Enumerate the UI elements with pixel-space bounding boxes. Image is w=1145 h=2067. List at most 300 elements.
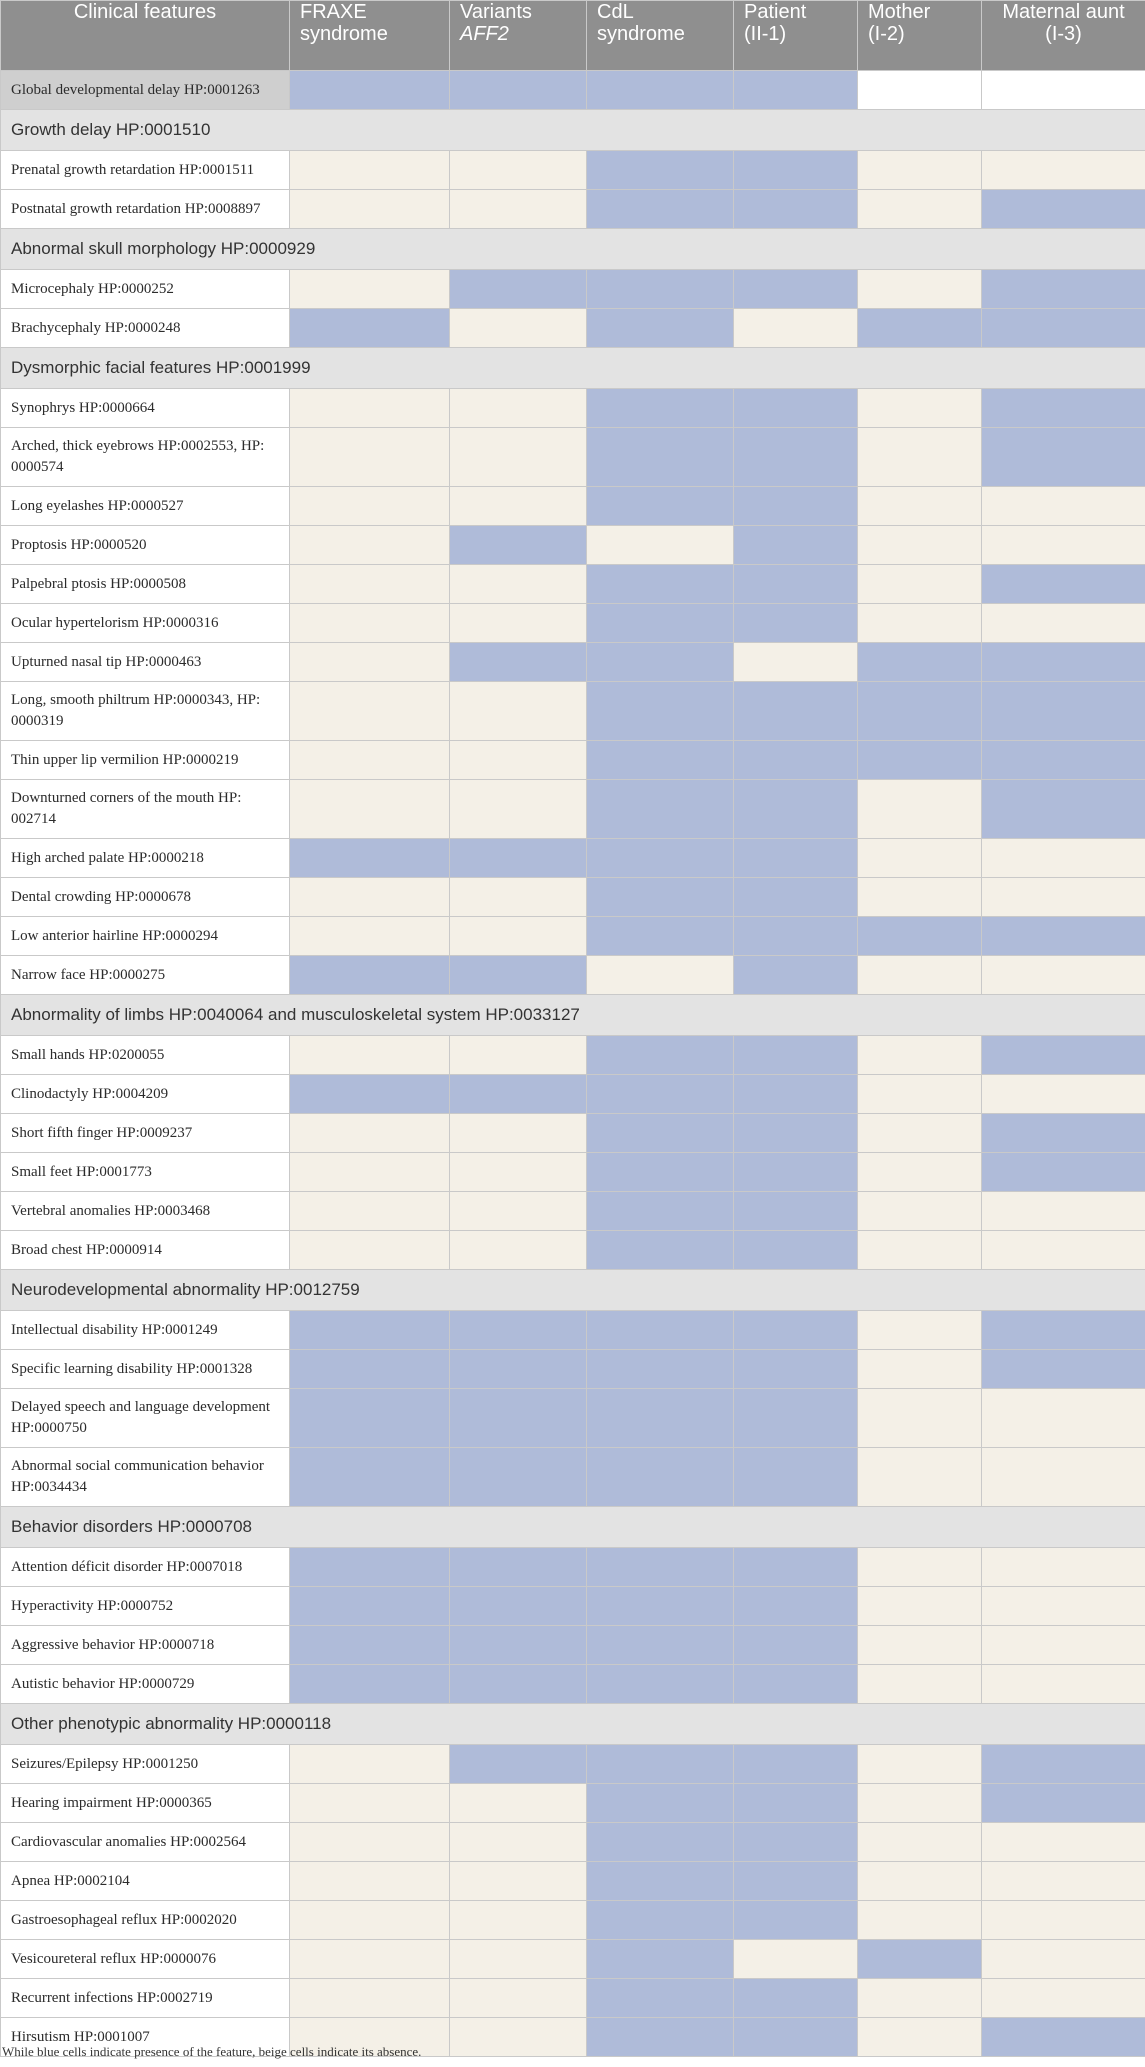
present-cell [290,1587,450,1626]
present-cell [587,839,734,878]
present-cell [587,1389,734,1448]
present-cell [982,1350,1145,1389]
feature-label: Downturned corners of the mouth HP: 002714 [1,780,290,839]
feature-label: Palpebral ptosis HP:0000508 [1,565,290,604]
absent-cell [982,604,1145,643]
present-cell [450,1587,587,1626]
absent-cell [982,1587,1145,1626]
present-cell [734,2018,858,2057]
absent-cell [858,1036,982,1075]
feature-label: Short fifth finger HP:0009237 [1,1114,290,1153]
absent-cell [858,1587,982,1626]
absent-cell [587,956,734,995]
present-cell [982,1311,1145,1350]
header-mother [858,1,982,71]
group-row [1,995,1145,1036]
present-cell [734,1745,858,1784]
feature-label: Small feet HP:0001773 [1,1153,290,1192]
absent-cell [450,682,587,741]
group-label: Abnormality of limbs HP:0040064 and musculoskeletal system HP:0033127 [1,995,1145,1036]
present-cell [587,1979,734,2018]
absent-cell [858,487,982,526]
present-cell [734,1823,858,1862]
group-label: Growth delay HP:0001510 [1,110,1145,151]
feature-label: Apnea HP:0002104 [1,1862,290,1901]
absent-cell [450,309,587,348]
absent-cell [858,1784,982,1823]
table-row [1,878,1145,917]
table-row [1,956,1145,995]
absent-cell [982,1823,1145,1862]
absent-cell [290,878,450,917]
absent-cell [982,1862,1145,1901]
present-cell [734,1389,858,1448]
present-cell [290,1448,450,1507]
present-cell [982,1114,1145,1153]
present-cell [734,1587,858,1626]
feature-label: Thin upper lip vermilion HP:0000219 [1,741,290,780]
present-cell [734,487,858,526]
absent-cell [450,1784,587,1823]
absent-cell [450,428,587,487]
present-cell [587,389,734,428]
absent-cell [290,1979,450,2018]
absent-cell [858,1389,982,1448]
table-row [1,682,1145,741]
feature-label: Aggressive behavior HP:0000718 [1,1626,290,1665]
present-cell [450,956,587,995]
present-cell [982,741,1145,780]
present-cell [734,604,858,643]
present-cell [734,1311,858,1350]
feature-label: Delayed speech and language development HP:0000750 [1,1389,290,1448]
absent-cell [290,270,450,309]
absent-cell [290,604,450,643]
absent-cell [982,1940,1145,1979]
present-cell [290,309,450,348]
absent-cell [982,1448,1145,1507]
present-cell [734,839,858,878]
present-cell [982,1153,1145,1192]
absent-cell [290,1036,450,1075]
present-cell [450,1626,587,1665]
present-cell [734,526,858,565]
present-cell [982,780,1145,839]
present-cell [587,1114,734,1153]
present-cell [587,1862,734,1901]
present-cell [734,428,858,487]
absent-cell [450,1901,587,1940]
absent-cell [982,878,1145,917]
present-cell [982,1745,1145,1784]
absent-cell [858,1901,982,1940]
absent-cell [450,389,587,428]
absent-cell [290,1940,450,1979]
present-cell [982,190,1145,229]
feature-label: Specific learning disability HP:0001328 [1,1350,290,1389]
blank-cell [982,71,1145,110]
present-cell [587,190,734,229]
table-row [1,565,1145,604]
group-label: Neurodevelopmental abnormality HP:0012759 [1,1270,1145,1311]
present-cell [734,682,858,741]
absent-cell [982,487,1145,526]
present-cell [587,428,734,487]
present-cell [734,1979,858,2018]
present-cell [734,151,858,190]
present-cell [734,1153,858,1192]
feature-label: Attention déficit disorder HP:0007018 [1,1548,290,1587]
table-row [1,1784,1145,1823]
present-cell [290,1350,450,1389]
absent-cell [858,428,982,487]
table-row [1,917,1145,956]
present-cell [587,1075,734,1114]
feature-label: Vertebral anomalies HP:0003468 [1,1192,290,1231]
group-label: Behavior disorders HP:0000708 [1,1507,1145,1548]
absent-cell [450,2018,587,2057]
absent-cell [450,1192,587,1231]
present-cell [290,1626,450,1665]
absent-cell [450,1231,587,1270]
absent-cell [734,1940,858,1979]
present-cell [587,71,734,110]
present-cell [587,270,734,309]
present-cell [450,1350,587,1389]
present-cell [587,878,734,917]
table-row [1,389,1145,428]
header-aunt-id: (I-3) [1045,23,1082,45]
absent-cell [858,604,982,643]
present-cell [858,682,982,741]
absent-cell [450,487,587,526]
present-cell [982,917,1145,956]
absent-cell [982,1901,1145,1940]
present-cell [858,309,982,348]
present-cell [450,1311,587,1350]
feature-label: Narrow face HP:0000275 [1,956,290,995]
table-row [1,1979,1145,2018]
table-row [1,1665,1145,1704]
header-variants-label: Variants [460,1,532,23]
feature-label: Global developmental delay HP:0001263 [1,71,290,110]
absent-cell [858,1114,982,1153]
absent-cell [450,190,587,229]
absent-cell [290,682,450,741]
absent-cell [450,1036,587,1075]
present-cell [587,487,734,526]
absent-cell [982,151,1145,190]
present-cell [982,1784,1145,1823]
absent-cell [982,526,1145,565]
present-cell [587,1192,734,1231]
table-row [1,526,1145,565]
table-row [1,1350,1145,1389]
absent-cell [450,1862,587,1901]
footnote: While blue cells indicate presence of the feature, beige cells indicate its absence. [2,2044,422,2059]
table-row [1,780,1145,839]
present-cell [587,1940,734,1979]
present-cell [450,526,587,565]
table-row [1,1901,1145,1940]
present-cell [587,1036,734,1075]
present-cell [734,1548,858,1587]
present-cell [450,839,587,878]
feature-label: Long eyelashes HP:0000527 [1,487,290,526]
absent-cell [858,1745,982,1784]
table-row [1,1114,1145,1153]
present-cell [734,1901,858,1940]
present-cell [734,1626,858,1665]
present-cell [982,2018,1145,2057]
present-cell [290,1311,450,1350]
present-cell [587,1745,734,1784]
present-cell [734,190,858,229]
table-row [1,1153,1145,1192]
feature-label: Intellectual disability HP:0001249 [1,1311,290,1350]
absent-cell [982,1075,1145,1114]
present-cell [734,1448,858,1507]
present-cell [290,1548,450,1587]
present-cell [450,1448,587,1507]
present-cell [587,1823,734,1862]
feature-label: Arched, thick eyebrows HP:0002553, HP: 0000574 [1,428,290,487]
absent-cell [858,1823,982,1862]
present-cell [450,643,587,682]
header-fraxe: FRAXE syndrome [290,1,450,71]
feature-label: Gastroesophageal reflux HP:0002020 [1,1901,290,1940]
absent-cell [450,1940,587,1979]
absent-cell [858,1153,982,1192]
present-cell [290,839,450,878]
absent-cell [290,780,450,839]
absent-cell [290,428,450,487]
absent-cell [982,839,1145,878]
table-row [1,1745,1145,1784]
feature-label: Autistic behavior HP:0000729 [1,1665,290,1704]
present-cell [982,389,1145,428]
feature-label: Dental crowding HP:0000678 [1,878,290,917]
group-label: Dysmorphic facial features HP:0001999 [1,348,1145,389]
table-row [1,71,1145,110]
absent-cell [982,956,1145,995]
table-row [1,1587,1145,1626]
present-cell [734,1784,858,1823]
present-cell [858,917,982,956]
header-patient [734,1,858,71]
absent-cell [858,839,982,878]
table-row [1,1075,1145,1114]
present-cell [734,565,858,604]
absent-cell [450,1153,587,1192]
feature-label: Microcephaly HP:0000252 [1,270,290,309]
present-cell [734,1665,858,1704]
present-cell [450,1665,587,1704]
absent-cell [450,565,587,604]
present-cell [587,1548,734,1587]
present-cell [982,565,1145,604]
present-cell [734,71,858,110]
present-cell [734,741,858,780]
absent-cell [858,1075,982,1114]
absent-cell [858,1311,982,1350]
present-cell [734,878,858,917]
table-row [1,1192,1145,1231]
absent-cell [858,956,982,995]
feature-label: Postnatal growth retardation HP:0008897 [1,190,290,229]
absent-cell [858,565,982,604]
absent-cell [734,309,858,348]
absent-cell [450,878,587,917]
table-row [1,428,1145,487]
present-cell [587,741,734,780]
present-cell [587,917,734,956]
present-cell [450,1075,587,1114]
feature-label: Abnormal social communication behavior HP:0034434 [1,1448,290,1507]
present-cell [982,643,1145,682]
present-cell [734,1192,858,1231]
header-patient-id: (II-1) [744,23,787,45]
feature-label: Clinodactyly HP:0004209 [1,1075,290,1114]
absent-cell [450,1823,587,1862]
table-row [1,1548,1145,1587]
blank-cell [858,71,982,110]
present-cell [982,309,1145,348]
header-clinical-features: Clinical features [1,1,290,71]
absent-cell [982,1665,1145,1704]
feature-label: Brachycephaly HP:0000248 [1,309,290,348]
present-cell [734,780,858,839]
absent-cell [450,741,587,780]
absent-cell [290,1192,450,1231]
present-cell [290,1075,450,1114]
present-cell [734,389,858,428]
present-cell [290,1389,450,1448]
absent-cell [982,1231,1145,1270]
absent-cell [982,1548,1145,1587]
header-variants [450,1,587,71]
table-row [1,1311,1145,1350]
absent-cell [858,1231,982,1270]
present-cell [450,270,587,309]
present-cell [587,1311,734,1350]
present-cell [734,1862,858,1901]
group-row [1,1507,1145,1548]
feature-label: Upturned nasal tip HP:0000463 [1,643,290,682]
absent-cell [450,1114,587,1153]
feature-label: Hyperactivity HP:0000752 [1,1587,290,1626]
absent-cell [587,526,734,565]
table-row [1,151,1145,190]
header-aunt-label: Maternal aunt [1002,1,1125,23]
absent-cell [450,604,587,643]
absent-cell [858,1979,982,2018]
present-cell [734,1231,858,1270]
absent-cell [290,487,450,526]
table-row [1,839,1145,878]
present-cell [587,565,734,604]
absent-cell [450,780,587,839]
feature-label: High arched palate HP:0000218 [1,839,290,878]
absent-cell [858,1862,982,1901]
present-cell [734,956,858,995]
table-row [1,604,1145,643]
absent-cell [290,151,450,190]
table-row [1,1862,1145,1901]
feature-label: Recurrent infections HP:0002719 [1,1979,290,2018]
table-row [1,643,1145,682]
present-cell [290,1665,450,1704]
present-cell [450,1548,587,1587]
table-row [1,487,1145,526]
present-cell [734,917,858,956]
present-cell [982,270,1145,309]
absent-cell [982,1626,1145,1665]
feature-label: Hirsutism HP:0001007 [1,2018,290,2057]
absent-cell [450,1979,587,2018]
present-cell [858,741,982,780]
present-cell [587,1231,734,1270]
table-body [1,71,1145,2057]
group-row [1,1270,1145,1311]
present-cell [587,780,734,839]
absent-cell [734,643,858,682]
present-cell [450,71,587,110]
feature-label: Seizures/Epilepsy HP:0001250 [1,1745,290,1784]
table-row [1,270,1145,309]
absent-cell [858,270,982,309]
group-row [1,229,1145,270]
table-row [1,190,1145,229]
absent-cell [858,1350,982,1389]
absent-cell [858,1665,982,1704]
present-cell [587,1665,734,1704]
feature-label: Vesicoureteral reflux HP:0000076 [1,1940,290,1979]
absent-cell [290,190,450,229]
present-cell [858,643,982,682]
absent-cell [290,1823,450,1862]
present-cell [982,682,1145,741]
absent-cell [450,151,587,190]
present-cell [587,643,734,682]
feature-label: Hearing impairment HP:0000365 [1,1784,290,1823]
table-row [1,1940,1145,1979]
present-cell [587,682,734,741]
absent-cell [858,878,982,917]
header-cdl: CdL syndrome [587,1,734,71]
absent-cell [858,1626,982,1665]
absent-cell [858,2018,982,2057]
present-cell [734,1114,858,1153]
feature-label: Prenatal growth retardation HP:0001511 [1,151,290,190]
group-row [1,348,1145,389]
header-patient-label: Patient [744,1,807,23]
absent-cell [290,1114,450,1153]
absent-cell [290,389,450,428]
group-row [1,1704,1145,1745]
present-cell [290,71,450,110]
absent-cell [290,1862,450,1901]
absent-cell [450,917,587,956]
present-cell [982,1036,1145,1075]
present-cell [587,151,734,190]
absent-cell [290,643,450,682]
present-cell [450,1389,587,1448]
absent-cell [982,1389,1145,1448]
absent-cell [290,1745,450,1784]
table-row [1,741,1145,780]
feature-label: Proptosis HP:0000520 [1,526,290,565]
